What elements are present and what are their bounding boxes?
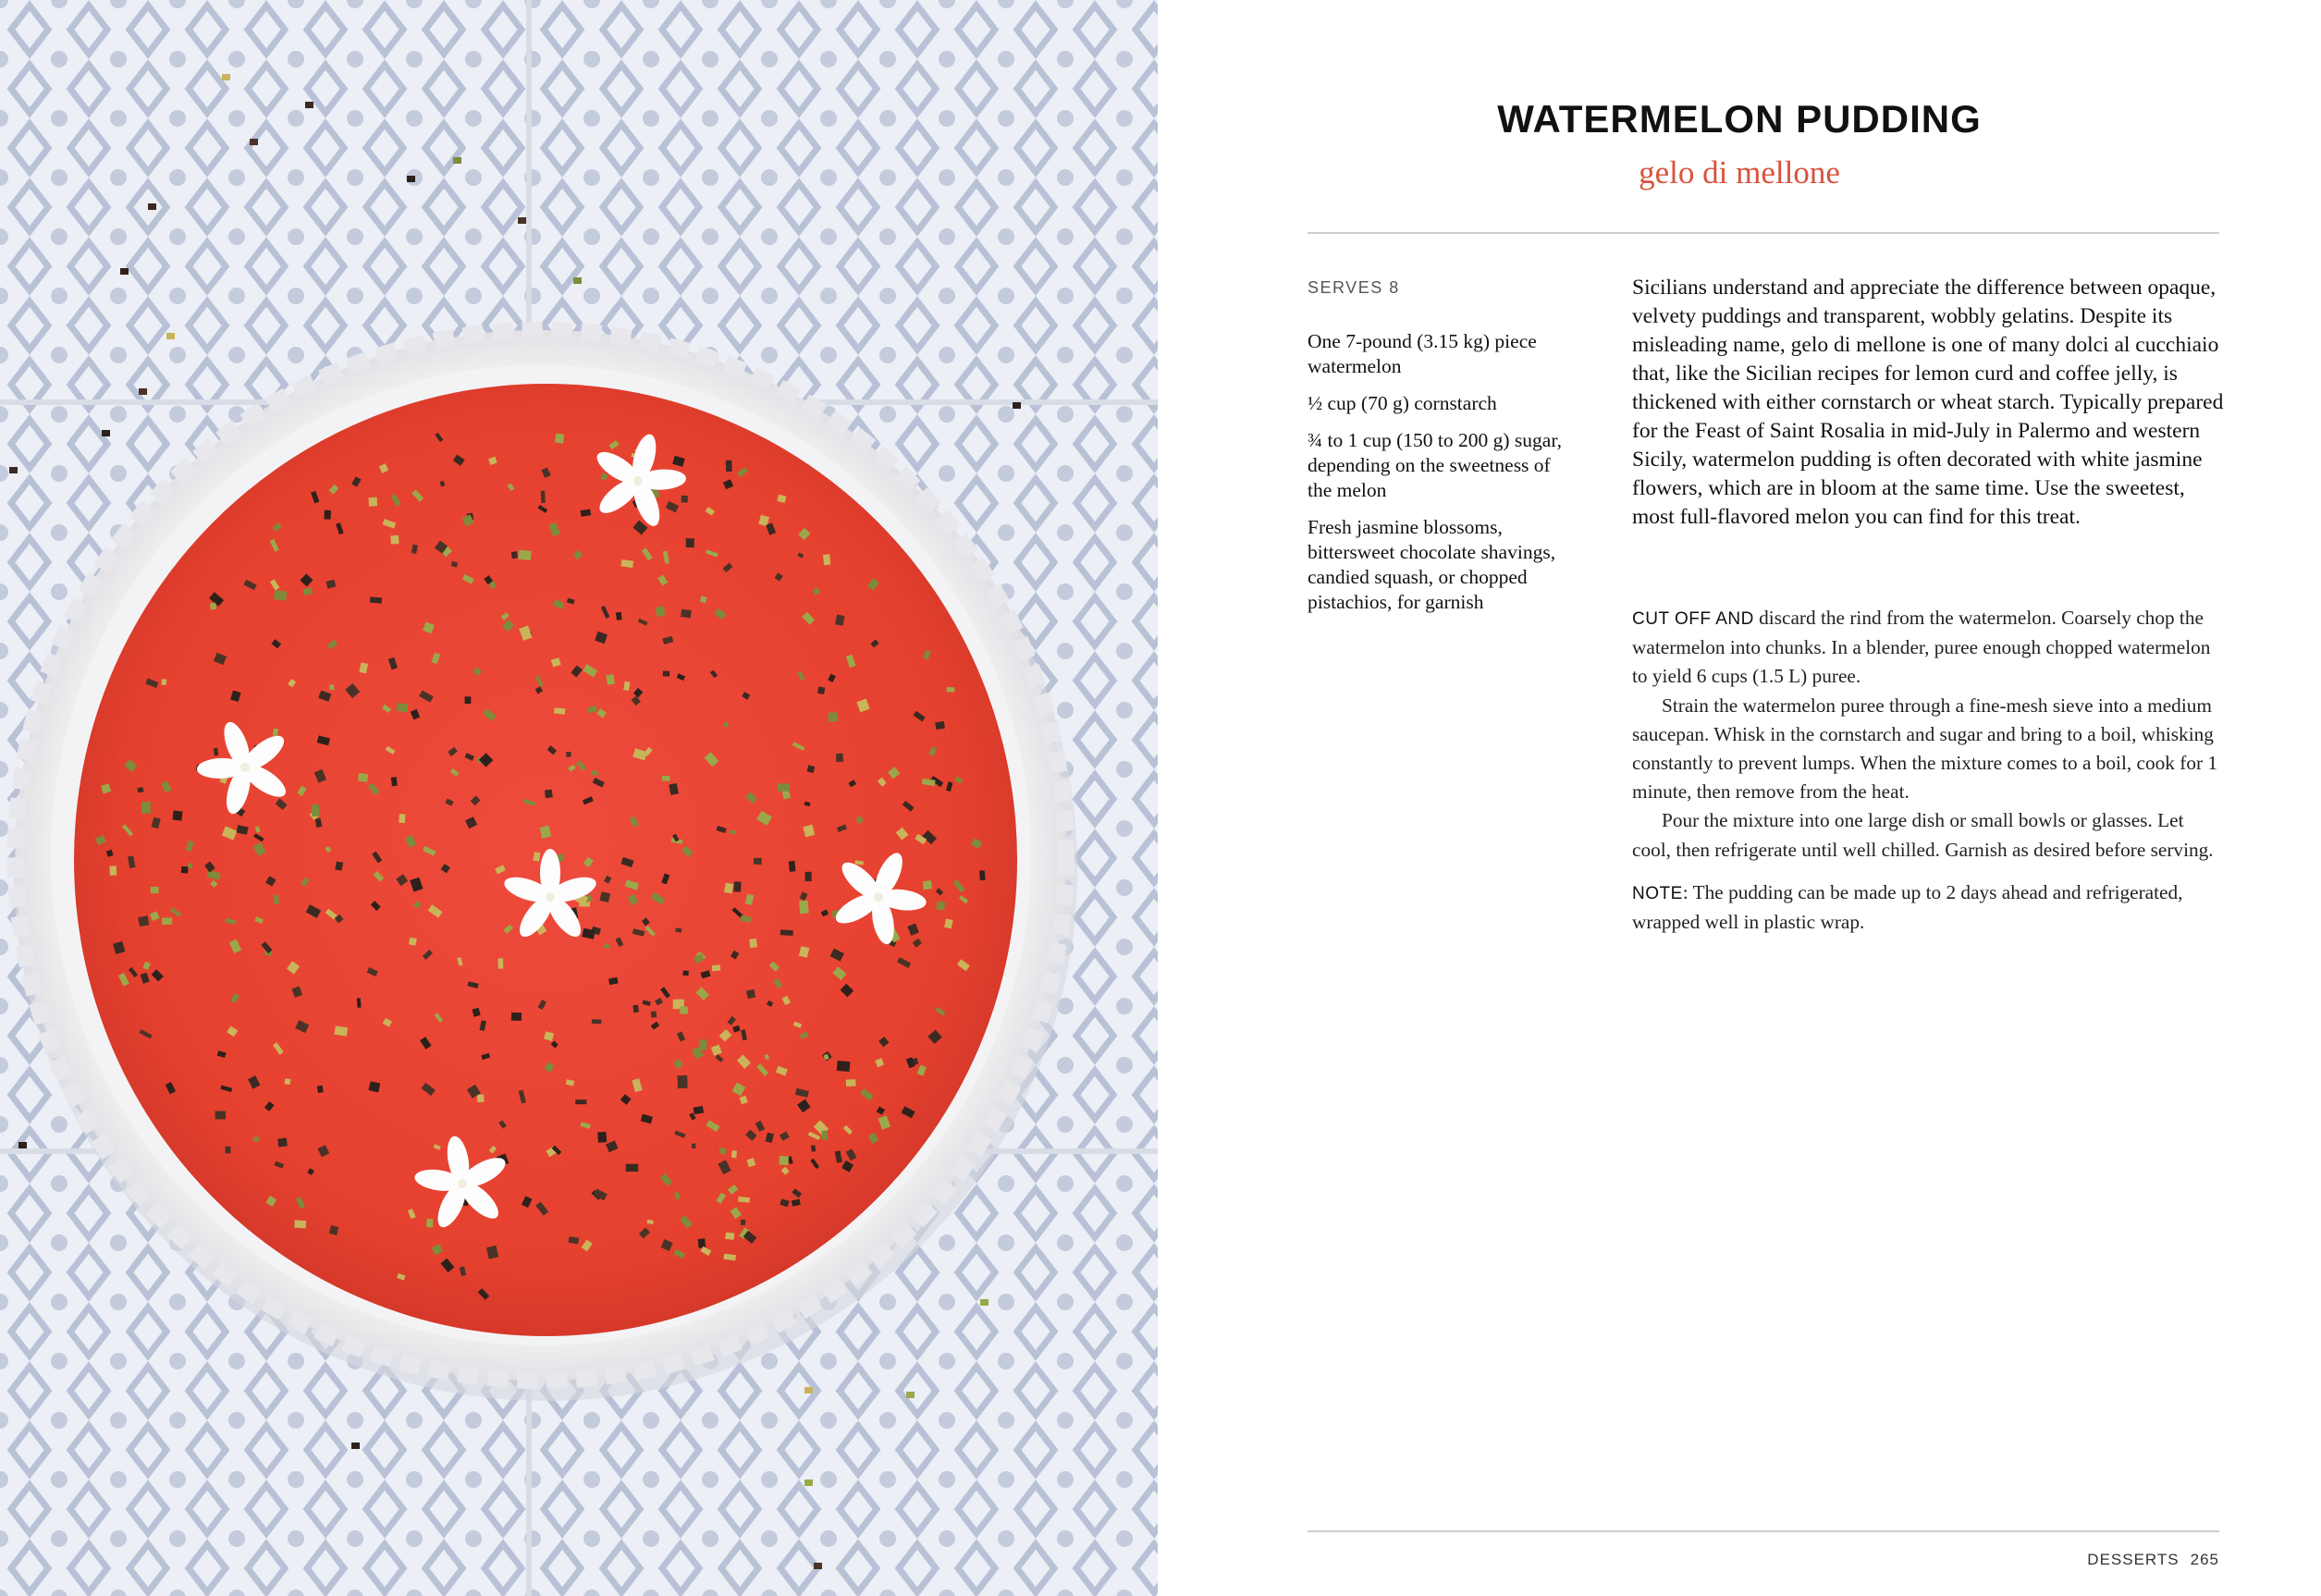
header-divider [1308,232,2219,234]
stray-crumb [18,1142,27,1148]
garnish-crumb [541,491,546,503]
ingredient-item: Fresh jasmine blossoms, bittersweet chocolate shavings, candied squash, or chopped pistachios, for garnish [1308,516,1556,613]
garnish-crumb [409,938,417,946]
garnish-crumb [823,554,830,565]
garnish-crumb [837,1061,851,1072]
garnish-crumb [726,460,732,472]
garnish-crumb [789,861,796,872]
note-text: : The pudding can be made up to 2 days ahead and refrigerated, wrapped well in plastic wrap. [1632,880,2183,934]
stray-crumb [804,1387,813,1393]
step-lead: CUT OFF AND [1632,609,1754,629]
garnish-crumb [821,1131,828,1140]
stray-crumb [139,388,147,395]
garnish-crumb [662,776,670,781]
page-number: 265 [2190,1551,2219,1568]
stray-crumb [102,430,110,436]
stray-crumb [250,139,258,145]
garnish-crumb [749,939,757,948]
ingredient-item: ½ cup (70 g) cornstarch [1308,392,1497,414]
garnish-crumb [692,1144,695,1148]
stray-crumb [120,268,129,275]
garnish-crumb [846,1079,856,1087]
step-text: discard the rind from the watermelon. Coarsely chop the watermelon into chunks. In a blender, puree enough chopped watermelon to yield 6 cups (1.5 L) puree. [1632,607,2211,688]
garnish-crumb [946,687,954,693]
garnish-crumb [741,1220,745,1225]
garnish-crumb [836,754,843,762]
garnish-crumb [597,1132,607,1143]
garnish-crumb [923,880,932,890]
garnish-crumb [828,712,838,722]
recipe-intro: Sicilians understand and appreciate the difference between opaque, velvety puddings and transparent, wobbly gelatins. Despite its misleading name, gelo di mellone is one of many dolci al cucchiaio that, like the Sicilian recipes for lemon curd and coffee jelly, is thickened with either cornstarch or wheat starch. Typically prepared for the Feast of Saint Rosalia in mid-July in Palermo and western Sicily, watermelon pudding is often decorated with white jasmine flowers, which are in bloom at the same time. Use the sweetest, most full-flavored melon you can find for this treat. [1632,276,2224,529]
garnish-crumb [663,671,669,677]
garnish-crumb [936,902,945,911]
garnish-crumb [746,989,755,1000]
stray-crumb [906,1392,915,1398]
garnish-crumb [226,1147,231,1154]
serves-label: SERVES 8 [1308,278,1400,297]
garnish-crumb [161,679,166,685]
garnish-crumb [172,810,182,820]
garnish-crumb [799,901,809,915]
garnish-crumb [651,1012,657,1018]
garnish-crumb [979,870,986,880]
method-step-1 [1632,604,2224,692]
stray-crumb [407,176,415,182]
stray-crumb [453,157,461,164]
garnish-crumb [274,590,287,601]
garnish-crumb [780,929,793,936]
garnish-crumb [681,609,692,619]
recipe-title: WATERMELON PUDDING [1497,97,1982,141]
garnish-crumb [284,1078,290,1085]
garnish-crumb [141,802,151,814]
garnish-crumb [698,1238,706,1247]
pudding-illustration [0,0,1158,1596]
garnish-crumb [277,1138,288,1148]
stray-crumb [9,467,18,473]
garnish-crumb [566,752,571,757]
ingredient-item: One 7-pound (3.15 kg) piece watermelon [1308,330,1537,377]
garnish-crumb [778,783,790,792]
garnish-crumb [805,872,812,881]
garnish-crumb [138,915,149,927]
garnish-crumb [369,497,378,507]
recipe-note [1632,878,2224,937]
footer-divider [1308,1530,2219,1532]
garnish-crumb [555,434,564,444]
garnish-crumb [518,550,532,561]
garnish-crumb [335,862,343,871]
garnish-crumb [725,1233,734,1240]
method-section [1632,604,2224,937]
garnish-crumb [682,971,689,976]
garnish-crumb [358,773,368,782]
garnish-crumb [210,603,216,610]
garnish-crumb [511,551,518,559]
garnish-crumb [188,863,192,868]
method-step-3: Pour the mixture into one large dish or small bowls or glasses. Let cool, then refrigerate until well chilled. Garnish as desired before serving. [1632,809,2214,861]
garnish-crumb [498,958,504,968]
garnish-crumb [151,887,159,893]
garnish-crumb [817,686,825,694]
stray-crumb [573,277,582,284]
garnish-crumb [511,1013,522,1021]
garnish-crumb [592,1019,602,1024]
garnish-crumb [678,1075,688,1088]
ingredient-item: ¾ to 1 cup (150 to 200 g) sugar, depending on the sweetness of the melon [1308,429,1563,501]
garnish-crumb [312,804,320,816]
garnish-crumb [731,830,736,834]
recipe-subtitle: gelo di mellone [1639,154,1840,190]
garnish-crumb [682,496,688,503]
garnish-crumb [712,964,721,971]
stray-crumb [148,203,156,210]
stray-crumb [166,333,175,339]
garnish-crumb [616,612,622,620]
garnish-crumb [632,1005,639,1013]
garnish-crumb [334,1025,348,1036]
garnish-crumb [464,696,471,704]
garnish-crumb [317,1086,324,1093]
garnish-crumb [779,1156,789,1166]
garnish-crumb [680,1006,688,1014]
garnish-crumb [294,1220,306,1228]
garnish-crumb [754,858,762,865]
section-name: DESSERTS [2087,1551,2180,1568]
garnish-crumb [699,1039,706,1050]
stray-crumb [1013,402,1021,409]
garnish-crumb [324,510,331,520]
garnish-crumb [110,866,117,876]
stray-crumb [222,74,230,80]
garnish-crumb [181,866,189,874]
stray-crumb [804,1479,813,1486]
method-step-2: Strain the watermelon puree through a fine-mesh sieve into a medium saucepan. Whisk in the cornstarch and sugar and bring to a boil, whisking constantly to prevent lumps. When the mixture comes to a boil, cook for 1 minute, then remove from the heat. [1632,694,2218,804]
garnish-crumb [545,790,553,799]
garnish-crumb [399,814,405,823]
garnish-crumb [554,707,565,714]
garnish-crumb [370,596,382,603]
garnish-crumb [686,538,694,547]
garnish-crumb [935,721,945,730]
garnish-crumb [731,1150,737,1158]
garnish-crumb [626,1164,639,1172]
garnish-crumb [329,684,335,690]
running-footer [2087,1551,2219,1569]
garnish-crumb [426,1219,434,1228]
garnish-crumb [606,674,614,685]
garnish-crumb [162,917,172,925]
garnish-crumb [477,1094,485,1102]
garnish-crumb [391,777,398,786]
note-lead: NOTE [1632,883,1683,903]
recipe-page [1158,0,2321,1596]
stray-crumb [351,1443,360,1449]
recipe-photo [0,0,1158,1596]
garnish-crumb [390,535,399,545]
garnish-crumb [215,1111,227,1120]
stray-crumb [814,1563,822,1569]
ingredient-list [1308,329,1566,627]
garnish-crumb [733,881,741,891]
stray-crumb [518,217,526,224]
stray-crumb [305,102,313,108]
stray-crumb [980,1299,989,1306]
garnish-crumb [575,1099,586,1104]
